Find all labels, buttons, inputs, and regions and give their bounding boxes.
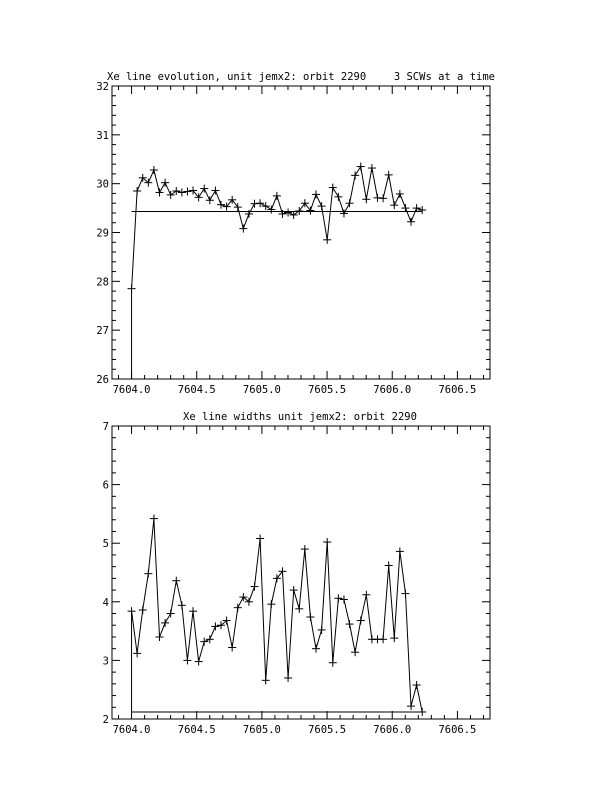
- evolution-ytick-label: 26: [96, 374, 109, 386]
- evolution-data-point: [200, 185, 208, 193]
- evolution-data-point: [401, 204, 409, 212]
- widths-chart-title: Xe line widths unit jemx2: orbit 2290: [183, 411, 417, 423]
- widths-data-point: [290, 586, 298, 594]
- widths-data-point: [172, 577, 180, 585]
- evolution-chart: [96, 71, 495, 396]
- widths-xtick-label: 7606.5: [438, 724, 477, 736]
- widths-ytick-label: 4: [102, 596, 109, 609]
- evolution-data-point: [167, 191, 175, 199]
- widths-data-point: [128, 607, 136, 615]
- evolution-ytick-label: 27: [96, 325, 109, 338]
- widths-data-point: [385, 561, 393, 569]
- evolution-data-point: [273, 192, 281, 200]
- widths-chart-xtick-labels: [113, 724, 477, 736]
- widths-data-point: [362, 591, 370, 599]
- evolution-data-point: [312, 190, 320, 198]
- evolution-data-point: [178, 188, 186, 196]
- evolution-data-point: [234, 203, 242, 211]
- evolution-ytick-label: 30: [96, 178, 109, 191]
- evolution-data-point: [379, 194, 387, 202]
- evolution-data-point: [413, 204, 421, 212]
- evolution-series-line: [132, 167, 423, 289]
- widths-data-point: [267, 600, 275, 608]
- widths-ytick-label: 6: [102, 479, 109, 492]
- evolution-data-point: [156, 188, 164, 196]
- widths-chart: [103, 411, 490, 736]
- widths-data-point: [234, 604, 242, 612]
- evolution-data-point: [334, 193, 342, 201]
- evolution-data-point: [368, 164, 376, 172]
- evolution-chart-ytick-labels: [96, 81, 109, 386]
- evolution-data-point: [150, 166, 158, 174]
- widths-chart-ytick-labels: [103, 421, 109, 726]
- widths-data-point: [401, 590, 409, 598]
- widths-chart-plot: [128, 515, 427, 716]
- widths-data-point: [167, 610, 175, 618]
- evolution-chart-title: Xe line evolution, unit jemx2: orbit 2290: [107, 71, 367, 83]
- evolution-chart-frame: [112, 86, 490, 379]
- evolution-data-point: [301, 199, 309, 207]
- evolution-data-point: [340, 209, 348, 217]
- widths-chart-ticks: [112, 426, 490, 719]
- widths-xtick-label: 7605.0: [242, 724, 281, 736]
- evolution-data-point: [267, 206, 275, 214]
- evolution-xtick-label: 7606.0: [373, 384, 412, 396]
- evolution-xtick-label: 7604.5: [177, 384, 216, 396]
- evolution-data-point: [172, 187, 180, 195]
- widths-data-point: [211, 622, 219, 630]
- evolution-data-point: [133, 187, 141, 195]
- evolution-chart-xtick-labels: [113, 384, 477, 396]
- widths-ytick-label: 5: [102, 538, 109, 551]
- evolution-data-point: [211, 187, 219, 195]
- evolution-chart-plot: [128, 163, 427, 379]
- widths-data-point: [178, 601, 186, 609]
- evolution-data-point: [206, 196, 214, 204]
- evolution-xtick-label: 7604.0: [112, 384, 151, 396]
- evolution-data-point: [351, 171, 359, 179]
- widths-data-point: [413, 681, 421, 689]
- evolution-data-point: [217, 201, 225, 209]
- widths-data-point: [150, 515, 158, 523]
- evolution-xtick-label: 7605.0: [242, 384, 281, 396]
- widths-data-point: [418, 708, 426, 716]
- widths-series-line: [132, 519, 423, 712]
- widths-ytick-label: 2: [102, 714, 109, 726]
- evolution-data-point: [357, 163, 365, 171]
- widths-data-point: [390, 634, 398, 642]
- evolution-xtick-label: 7606.5: [438, 384, 477, 396]
- widths-data-point: [139, 606, 147, 614]
- widths-data-point: [183, 656, 191, 664]
- evolution-data-point: [385, 171, 393, 179]
- widths-data-point: [379, 635, 387, 643]
- widths-data-point: [284, 674, 292, 682]
- evolution-data-point: [346, 199, 354, 207]
- evolution-data-point: [362, 195, 370, 203]
- evolution-data-point: [183, 187, 191, 195]
- evolution-chart-subtitle: 3 SCWs at a time: [393, 71, 495, 83]
- evolution-data-point: [418, 206, 426, 214]
- widths-data-point: [329, 659, 337, 667]
- widths-data-point: [318, 626, 326, 634]
- evolution-chart-ticks: [112, 86, 490, 379]
- evolution-data-point: [161, 179, 169, 187]
- evolution-data-point: [128, 285, 136, 293]
- widths-xtick-label: 7604.0: [112, 724, 151, 736]
- widths-data-point: [195, 658, 203, 666]
- widths-data-point: [323, 538, 331, 546]
- widths-data-point: [301, 545, 309, 553]
- widths-xtick-label: 7604.5: [177, 724, 216, 736]
- widths-data-point: [295, 605, 303, 613]
- evolution-data-point: [239, 225, 247, 233]
- evolution-ytick-label: 28: [96, 276, 109, 289]
- widths-data-point: [251, 583, 259, 591]
- widths-data-point: [189, 607, 197, 615]
- widths-ytick-label: 7: [102, 421, 109, 433]
- widths-data-point: [133, 649, 141, 657]
- evolution-data-point: [323, 236, 331, 244]
- widths-data-point: [334, 594, 342, 602]
- widths-data-point: [407, 702, 415, 710]
- evolution-ytick-label: 29: [96, 227, 109, 240]
- widths-data-point: [351, 648, 359, 656]
- widths-data-point: [161, 619, 169, 627]
- widths-xtick-label: 7605.5: [308, 724, 347, 736]
- widths-xtick-label: 7606.0: [373, 724, 412, 736]
- evolution-data-point: [329, 184, 337, 192]
- evolution-xtick-label: 7605.5: [308, 384, 347, 396]
- widths-data-point: [144, 570, 152, 578]
- widths-data-point: [228, 644, 236, 652]
- evolution-ytick-label: 32: [96, 81, 109, 93]
- evolution-data-point: [306, 207, 314, 215]
- evolution-data-point: [396, 190, 404, 198]
- widths-data-point: [340, 595, 348, 603]
- widths-data-point: [256, 535, 264, 543]
- evolution-ytick-label: 31: [96, 129, 109, 142]
- widths-data-point: [312, 645, 320, 653]
- widths-data-point: [306, 613, 314, 621]
- evolution-data-point: [407, 218, 415, 226]
- widths-data-point: [262, 676, 270, 684]
- widths-data-point: [156, 633, 164, 641]
- evolution-data-point: [390, 201, 398, 209]
- widths-data-point: [396, 547, 404, 555]
- widths-data-point: [346, 620, 354, 628]
- evolution-data-point: [295, 207, 303, 215]
- widths-chart-frame: [112, 426, 490, 719]
- widths-ytick-label: 3: [102, 655, 109, 668]
- widths-data-point: [357, 617, 365, 625]
- evolution-data-point: [318, 202, 326, 210]
